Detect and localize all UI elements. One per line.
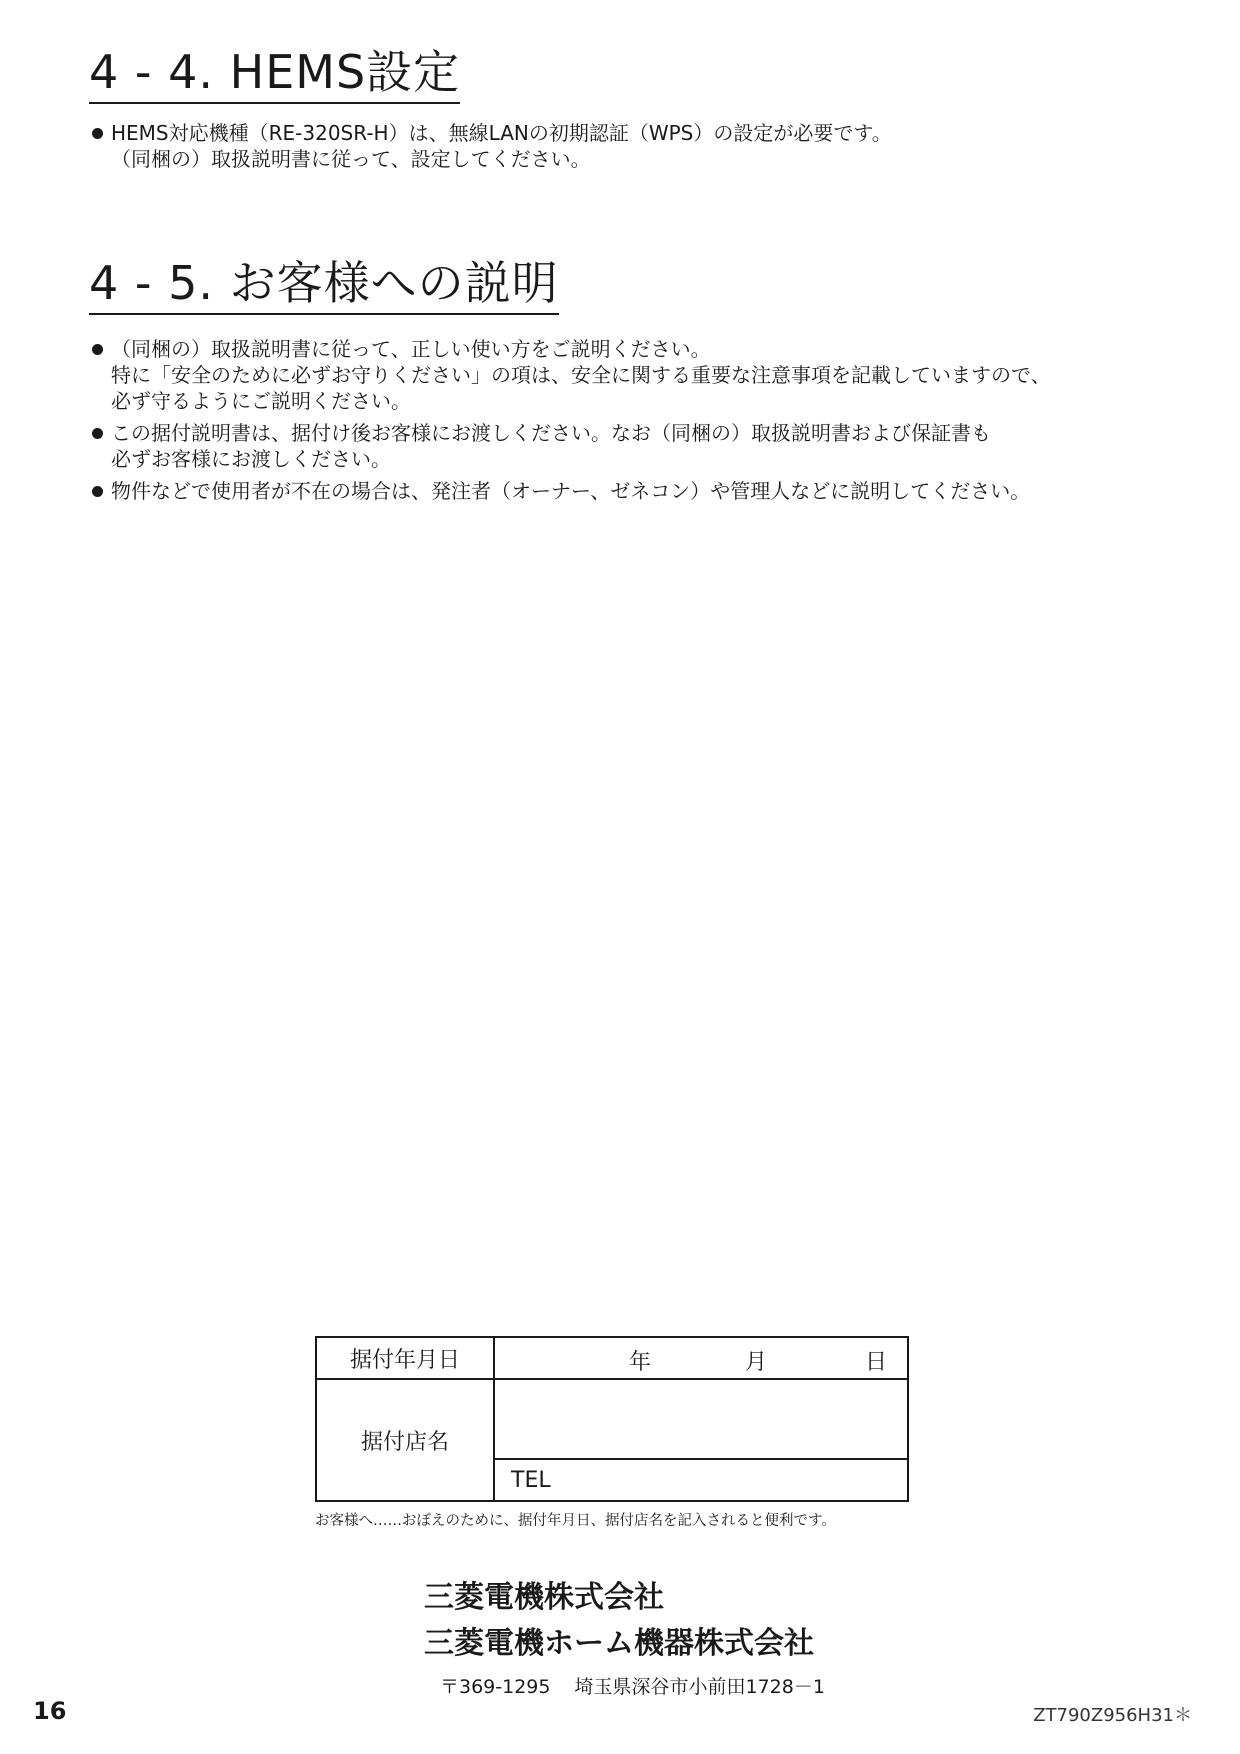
- install-date-label: 据付年月日: [316, 1337, 494, 1379]
- customer-explanation-list: [92, 336, 1051, 510]
- list-item-line: この据付説明書は、据付け後お客様にお渡しください。なお（同梱の）取扱説明書および保証書も: [111, 421, 991, 445]
- section-title-hems-settings: 4 - 4. HEMS設定: [89, 44, 460, 104]
- list-item-line: 特に「安全のために必ずお守りください」の項は、安全に関する重要な注意事項を記載していますので、: [111, 363, 1051, 387]
- install-shop-label: 据付店名: [316, 1379, 494, 1501]
- list-item-line: （同梱の）取扱説明書に従って、設定してください。: [111, 147, 591, 171]
- list-item: [92, 120, 892, 172]
- day-label: 日: [865, 1350, 888, 1375]
- bullet-icon: [92, 128, 103, 139]
- list-item-line: 物件などで使用者が不在の場合は、発注者（オーナー、ゼネコン）や管理人などに説明してください。: [111, 479, 1031, 503]
- bullet-icon: [92, 344, 103, 355]
- list-item-line: 必ず守るようにご説明ください。: [111, 389, 411, 413]
- installation-record-table: [315, 1336, 909, 1502]
- postal-code: 〒369-1295: [440, 1676, 551, 1698]
- hems-settings-list: [92, 120, 892, 178]
- company-name-secondary: 三菱電機ホーム機器株式会社: [424, 1626, 814, 1661]
- section-title-customer-explanation: 4 - 5. お客様への説明: [89, 255, 559, 315]
- list-item: [92, 420, 1051, 472]
- company-address: [440, 1672, 825, 1699]
- list-item: [92, 336, 1051, 414]
- page-number: 16: [33, 1697, 67, 1725]
- list-item-line: 必ずお客様にお渡しください。: [111, 447, 391, 471]
- street-address: 埼玉県深谷市小前田1728－1: [574, 1676, 825, 1698]
- install-shop-tel-field[interactable]: TEL: [494, 1459, 908, 1501]
- bullet-icon: [92, 486, 103, 497]
- install-date-field[interactable]: [494, 1337, 908, 1379]
- customer-note: お客様へ……おぼえのために、据付年月日、据付店名を記入されると便利です。: [315, 1513, 836, 1529]
- list-item-line: （同梱の）取扱説明書に従って、正しい使い方をご説明ください。: [111, 337, 711, 361]
- document-code: ZT790Z956H31＊: [1033, 1705, 1192, 1726]
- bullet-icon: [92, 428, 103, 439]
- year-label: 年: [629, 1350, 652, 1375]
- company-name-primary: 三菱電機株式会社: [424, 1580, 664, 1615]
- list-item: [92, 478, 1051, 504]
- month-label: 月: [745, 1350, 768, 1375]
- install-shop-name-field[interactable]: [494, 1379, 908, 1459]
- list-item-line: HEMS対応機種（RE-320SR-H）は、無線LANの初期認証（WPS）の設定が必要です。: [111, 121, 892, 145]
